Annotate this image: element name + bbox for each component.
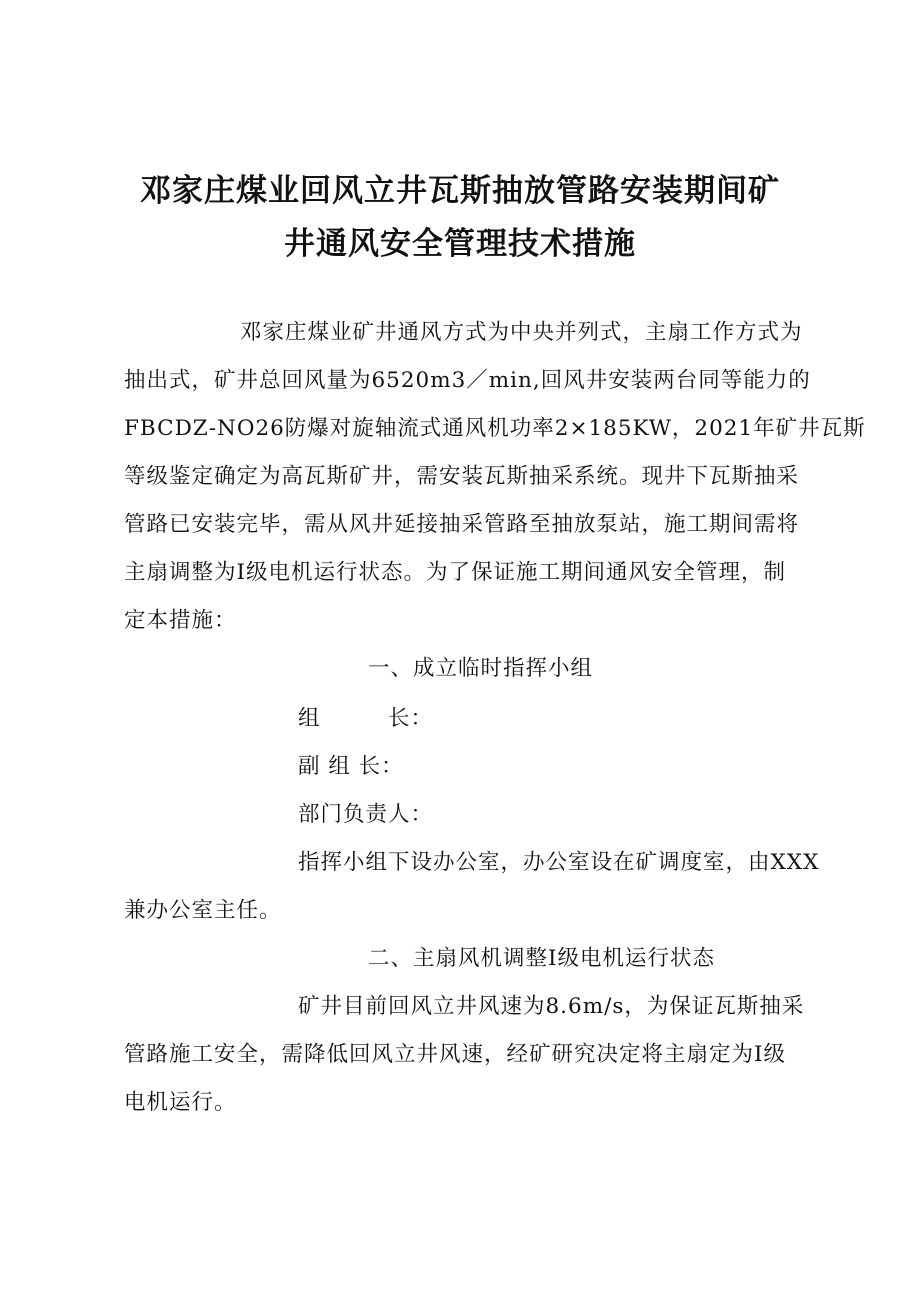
leader-label: 组 长： xyxy=(298,706,434,731)
section-2-heading: 二、主扇风机调整Ⅰ级电机运行状态 xyxy=(368,946,715,971)
document-title-line-2: 井通风安全管理技术措施 xyxy=(284,226,636,262)
intro-line-7: 定本措施： xyxy=(124,608,237,633)
office-line-2: 兼办公室主任。 xyxy=(124,898,282,923)
department-head-label: 部门负责人： xyxy=(298,802,434,827)
office-line-1: 指挥小组下设办公室，办公室设在矿调度室，由XXX xyxy=(298,850,820,875)
section-1-heading: 一、成立临时指挥小组 xyxy=(368,656,594,681)
intro-line-2: 抽出式，矿井总回风量为6520m3／min,回风井安装两台同等能力的 xyxy=(124,368,811,393)
intro-line-3: FBCDZ-NO26防爆对旋轴流式通风机功率2×185KW，2021年矿井瓦斯 xyxy=(124,416,866,441)
deputy-leader-label: 副 组 长： xyxy=(298,754,404,779)
intro-line-5: 管路已安装完毕，需从风井延接抽采管路至抽放泵站，施工期间需将 xyxy=(124,512,800,537)
intro-line-1: 邓家庄煤业矿井通风方式为中央并列式，主扇工作方式为 xyxy=(240,320,803,345)
document-title-line-1: 邓家庄煤业回风立井瓦斯抽放管路安装期间矿 xyxy=(140,173,780,209)
section-2-line-2: 管路施工安全，需降低回风立井风速，经矿研究决定将主扇定为Ⅰ级 xyxy=(124,1042,786,1067)
intro-line-4: 等级鉴定确定为高瓦斯矿井，需安装瓦斯抽采系统。现井下瓦斯抽采 xyxy=(124,464,800,489)
section-2-line-3: 电机运行。 xyxy=(124,1090,237,1115)
intro-line-6: 主扇调整为Ⅰ级电机运行状态。为了保证施工期间通风安全管理，制 xyxy=(124,560,786,585)
section-2-line-1: 矿井目前回风立井风速为8.6m/s，为保证瓦斯抽采 xyxy=(298,994,805,1019)
